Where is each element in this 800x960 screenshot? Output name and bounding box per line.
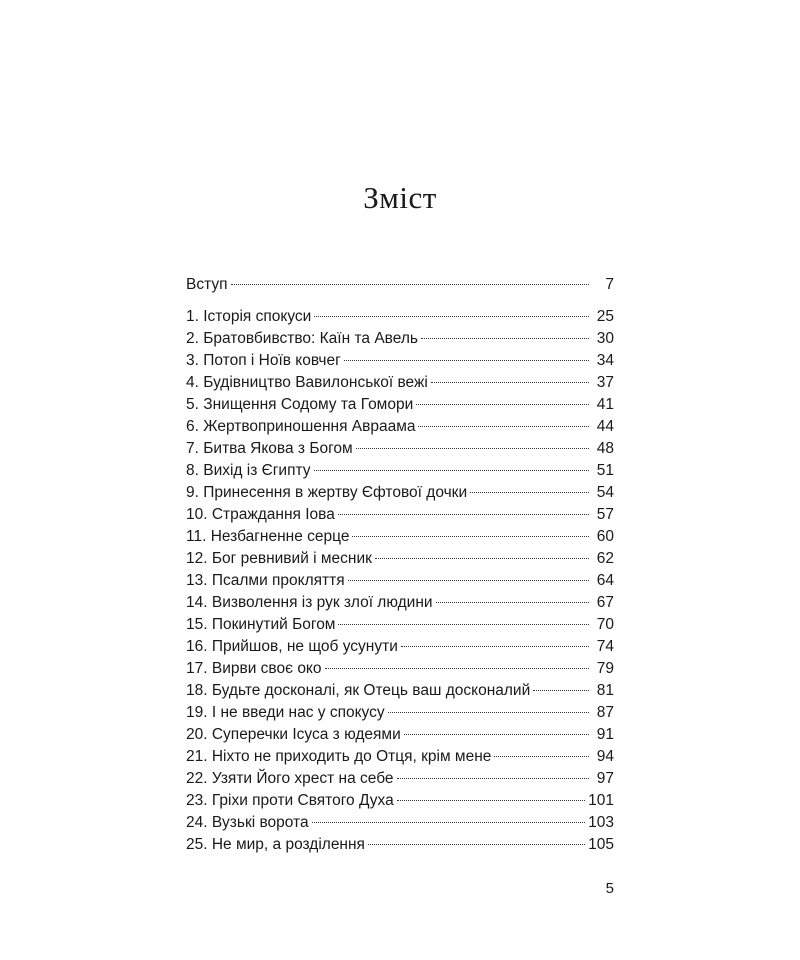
dot-leader [312,822,586,823]
dot-leader [436,602,589,603]
dot-leader [431,382,589,383]
dot-leader [368,844,585,845]
toc-entry-page: 94 [596,748,614,765]
dot-leader [397,778,589,779]
toc-entry-page: 25 [596,308,614,325]
dot-leader [494,756,589,757]
toc-entry [186,548,614,570]
toc-entry-page: 101 [588,792,614,809]
toc-entry [186,790,614,812]
toc-entry [186,460,614,482]
toc-entry-page: 64 [596,572,614,589]
toc-entry-page: 51 [596,462,614,479]
toc-entry-page: 7 [605,276,614,293]
dot-leader [314,470,590,471]
toc-entry-page: 70 [596,616,614,633]
dot-leader [356,448,589,449]
dot-leader [348,580,589,581]
toc-entry [186,834,614,856]
toc-entry-label: 3. Потоп і Ноїв ковчег [186,352,341,369]
toc-entry-page: 81 [596,682,614,699]
toc-entry [186,350,614,372]
toc-entry [186,658,614,680]
toc-entry-label: Вступ [186,276,228,293]
toc-entry-page: 67 [596,594,614,611]
dot-leader [416,404,589,405]
dot-leader [231,284,589,285]
toc-entry [186,416,614,438]
dot-leader [375,558,589,559]
toc-entry-page: 34 [596,352,614,369]
toc-entry [186,438,614,460]
toc-entry [186,570,614,592]
toc-entry-page: 41 [596,396,614,413]
toc-entry-page: 105 [588,836,614,853]
toc-entry-label: 17. Вирви своє око [186,660,322,677]
toc-entry-label: 5. Знищення Содому та Гомори [186,396,414,413]
toc-entry-label: 1. Історія спокуси [186,308,312,325]
page-number: 5 [605,880,614,897]
toc-entry-page: 37 [596,374,614,391]
dot-leader [352,536,589,537]
dot-leader [421,338,589,339]
dot-leader [418,426,589,427]
toc-entry-page: 79 [596,660,614,677]
toc-entry-label: 7. Битва Якова з Богом [186,440,353,457]
toc-entry-label: 12. Бог ревнивий і месник [186,550,372,567]
toc-entry [186,394,614,416]
toc-entry-page: 62 [596,550,614,567]
toc-entry-intro [186,274,614,296]
toc-entry-page: 30 [596,330,614,347]
toc-entry [186,328,614,350]
toc-entry-label: 16. Прийшов, не щоб усунути [186,638,398,655]
toc-entry-label: 19. І не введи нас у спокусу [186,704,385,721]
dot-leader [338,514,589,515]
toc-entry [186,306,614,328]
toc-entry-page: 91 [596,726,614,743]
dot-leader [338,624,589,625]
toc-entry-label: 18. Будьте досконалі, як Отець ваш досконалий [186,682,531,699]
toc-entry [186,614,614,636]
toc-entry-label: 21. Ніхто не приходить до Отця, крім мене [186,748,492,765]
toc-entry-label: 23. Гріхи проти Святого Духа [186,792,394,809]
dot-leader [344,360,589,361]
toc-entry-label: 10. Страждання Іова [186,506,335,523]
toc-entry-label: 14. Визволення із рук злої людини [186,594,433,611]
toc-entry-page: 57 [596,506,614,523]
toc-entry-label: 25. Не мир, а розділення [186,836,365,853]
toc-entry [186,526,614,548]
toc-entry-label: 4. Будівництво Вавилонської вежі [186,374,428,391]
dot-leader [470,492,589,493]
toc-entry-page: 54 [596,484,614,501]
toc-entry-page: 97 [596,770,614,787]
toc-entry [186,702,614,724]
toc-entry-label: 11. Незбагненне серце [186,528,350,545]
toc-entry [186,482,614,504]
toc-entry [186,812,614,834]
toc-entry-label: 2. Братовбивство: Каїн та Авель [186,330,418,347]
toc-entry-page: 60 [596,528,614,545]
page-title: Зміст [363,180,437,215]
toc-entry-page: 44 [596,418,614,435]
dot-leader [314,316,589,317]
dot-leader [325,668,589,669]
toc-entry-label: 13. Псалми прокляття [186,572,345,589]
dot-leader [388,712,589,713]
toc-entry-page: 48 [596,440,614,457]
dot-leader [401,646,589,647]
toc-entry-label: 24. Вузькі ворота [186,814,309,831]
toc-entry-label: 9. Принесення в жертву Єфтової дочки [186,484,468,501]
toc-entry [186,724,614,746]
toc-entry-label: 20. Суперечки Ісуса з юдеями [186,726,401,743]
toc-entry [186,592,614,614]
toc-entry [186,768,614,790]
toc-entry [186,680,614,702]
toc-entry [186,746,614,768]
toc-entry-page: 87 [596,704,614,721]
dot-leader [404,734,589,735]
dot-leader [533,690,589,691]
toc-entry [186,504,614,526]
toc-entry-label: 8. Вихід із Єгипту [186,462,311,479]
dot-leader [397,800,585,801]
toc-entry-page: 74 [596,638,614,655]
toc-entry-label: 6. Жертвоприношення Авраама [186,418,416,435]
toc-entry-label: 15. Покинутий Богом [186,616,336,633]
table-of-contents [186,274,614,856]
toc-entry-page: 103 [588,814,614,831]
toc-entry [186,372,614,394]
toc-entry [186,636,614,658]
toc-entry-label: 22. Узяти Його хрест на себе [186,770,394,787]
